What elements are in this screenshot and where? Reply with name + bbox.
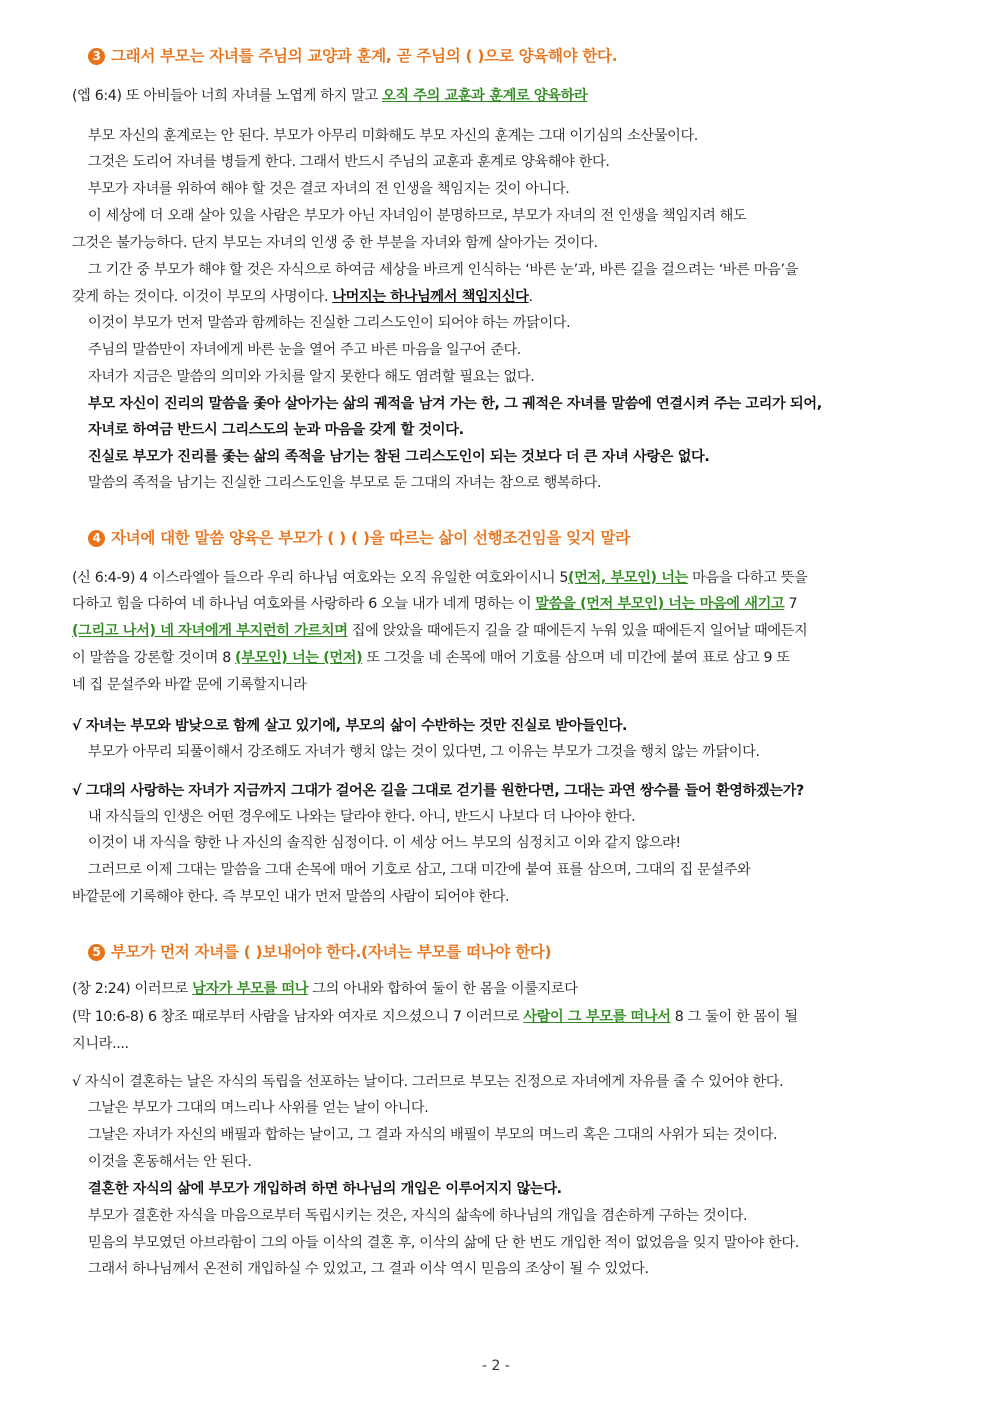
scripture-ref: (막 10:6-8) 6 창조 때로부터 사람을 남자와 여자로 지으셨으니 7 이러므로 사람이 그 부모를 떠나서 8 그 둘이 한 몸이 될 xyxy=(72,1009,798,1025)
scripture-ref: (창 2:24) 이러므로 남자가 부모를 떠나 그의 아내와 합하여 둘이 한 몸을 이룰지로다 xyxy=(72,981,578,997)
paragraph-line: 그 기간 중 부모가 해야 할 것은 자식으로 하여금 세상을 바르게 인식하는 ‘바른 눈’과, 바른 길을 걸으려는 ‘바른 마음’을 xyxy=(88,262,799,278)
number-badge: 3 xyxy=(88,48,105,65)
paragraph-line: 그러므로 이제 그대는 말씀을 그대 손목에 매어 기호로 삼고, 그대 미간에 붙여 표를 삼으며, 그대의 집 문설주와 xyxy=(88,862,751,878)
section-5-heading: 5 부모가 먼저 자녀를 ( )보내어야 한다.(자녀는 부모를 떠나야 한다) xyxy=(88,940,551,962)
scripture-ref: 이 말씀을 강론할 것이며 8 (부모인) 너는 (먼저) 또 그것을 네 손목에 매어 기호를 삼으며 네 미간에 붙여 표로 삼고 9 또 xyxy=(72,650,790,666)
page-number: - 2 - xyxy=(482,1358,510,1374)
paragraph-line: 이것이 부모가 먼저 말씀과 함께하는 진실한 그리스도인이 되어야 하는 까닭이다. xyxy=(88,315,571,331)
bold-paragraph-line: 자녀로 하여금 반드시 그리스도의 눈과 마음을 갖게 할 것이다. xyxy=(88,422,464,438)
scripture-ref: (엡 6:4) 또 아비들아 너희 자녀를 노엽게 하지 말고 오직 주의 교훈과 훈계로 양육하라 xyxy=(72,88,588,104)
bold-paragraph-line: 진실로 부모가 진리를 좇는 삶의 족적을 남기는 참된 그리스도인이 되는 것보다 더 큰 자녀 사랑은 없다. xyxy=(88,449,710,465)
number-badge: 5 xyxy=(88,944,105,961)
paragraph-line: 말씀의 족적을 남기는 진실한 그리스도인을 부모로 둔 그대의 자녀는 참으로 행복하다. xyxy=(88,475,602,491)
check-point: √ 그대의 사랑하는 자녀가 지금까지 그대가 걸어온 길을 그대로 걷기를 원한다면, 그대는 과연 쌍수를 들어 환영하겠는가? xyxy=(72,783,804,799)
paragraph-line: 부모 자신의 훈계로는 안 된다. 부모가 아무리 미화해도 부모 자신의 훈계는 그대 이기심의 소산물이다. xyxy=(88,128,698,144)
paragraph-line: 갖게 하는 것이다. 이것이 부모의 사명이다. 나머지는 하나님께서 책임지신다. xyxy=(72,289,533,305)
check-point: √ 자녀는 부모와 밤낮으로 함께 살고 있기에, 부모의 삶이 수반하는 것만 진실로 받아들인다. xyxy=(72,718,628,734)
paragraph-line: 부모가 결혼한 자식을 마음으로부터 독립시키는 것은, 자식의 삶속에 하나님의 개입을 겸손하게 구하는 것이다. xyxy=(88,1208,748,1224)
section-3-heading: 3 그래서 부모는 자녀를 주님의 교양과 훈계, 곧 주님의 ( )으로 양육해야 한다. xyxy=(88,44,617,66)
scripture-ref: 네 집 문설주와 바깥 문에 기록할지니라 xyxy=(72,677,307,693)
paragraph-line: 이것이 내 자식을 향한 나 자신의 솔직한 심정이다. 이 세상 어느 부모의 심정치고 이와 같지 않으랴! xyxy=(88,835,681,851)
paragraph-line: 주님의 말씀만이 자녀에게 바른 눈을 열어 주고 바른 마음을 일구어 준다. xyxy=(88,342,522,358)
paragraph-line: 내 자식들의 인생은 어떤 경우에도 나와는 달라야 한다. 아니, 반드시 나보다 더 나아야 한다. xyxy=(88,809,636,825)
bold-paragraph-line: 결혼한 자식의 삶에 부모가 개입하려 하면 하나님의 개입은 이루어지지 않는다. xyxy=(88,1181,562,1197)
paragraph-line: 그래서 하나님께서 온전히 개입하실 수 있었고, 그 결과 이삭 역시 믿음의 조상이 될 수 있었다. xyxy=(88,1261,649,1277)
paragraph-line: 부모가 자녀를 위하여 해야 할 것은 결코 자녀의 전 인생을 책임지는 것이 아니다. xyxy=(88,181,570,197)
paragraph-line: 이 세상에 더 오래 살아 있을 사람은 부모가 아닌 자녀임이 분명하므로, 부모가 자녀의 전 인생을 책임지려 해도 xyxy=(88,208,747,224)
paragraph-line: 그날은 부모가 그대의 며느리나 사위를 얻는 날이 아니다. xyxy=(88,1100,429,1116)
number-badge: 4 xyxy=(88,530,105,547)
paragraph-line: 믿음의 부모였던 아브라함이 그의 아들 이삭의 결혼 후, 이삭의 삶에 단 한 번도 개입한 적이 없었음을 잊지 말아야 한다. xyxy=(88,1235,799,1251)
paragraph-line: 그것은 불가능하다. 단지 부모는 자녀의 인생 중 한 부분을 자녀와 함께 살아가는 것이다. xyxy=(72,235,598,251)
paragraph-line: 바깥문에 기록해야 한다. 즉 부모인 내가 먼저 말씀의 사람이 되어야 한다. xyxy=(72,889,510,905)
paragraph-line: 이것을 혼동해서는 안 된다. xyxy=(88,1154,252,1170)
paragraph-line: 부모가 아무리 되풀이해서 강조해도 자녀가 행치 않는 것이 있다면, 그 이유는 부모가 그것을 행치 않는 까닭이다. xyxy=(88,744,760,760)
scripture-ref: 다하고 힘을 다하여 네 하나님 여호와를 사랑하라 6 오늘 내가 네게 명하는 이 말씀을 (먼저 부모인) 너는 마음에 새기고 7 xyxy=(72,596,798,612)
scripture-ref: 지니라.... xyxy=(72,1036,129,1052)
paragraph-line: 그것은 도리어 자녀를 병들게 한다. 그래서 반드시 주님의 교훈과 훈계로 양육해야 한다. xyxy=(88,154,610,170)
bold-paragraph-line: 부모 자신이 진리의 말씀을 좇아 살아가는 삶의 궤적을 남겨 가는 한, 그 궤적은 자녀를 말씀에 연결시켜 주는 고리가 되어, xyxy=(88,396,822,412)
section-4-heading: 4 자녀에 대한 말씀 양육은 부모가 ( ) ( )을 따르는 삶이 선행조건임을 잊지 말라 xyxy=(88,526,630,548)
scripture-ref: (그리고 나서) 네 자녀에게 부지런히 가르치며 집에 앉았을 때에든지 길을 갈 때에든지 누워 있을 때에든지 일어날 때에든지 xyxy=(72,623,808,639)
check-point: √ 자식이 결혼하는 날은 자식의 독립을 선포하는 날이다. 그러므로 부모는 진정으로 자녀에게 자유를 줄 수 있어야 한다. xyxy=(72,1074,784,1090)
paragraph-line: 그날은 자녀가 자신의 배필과 합하는 날이고, 그 결과 자식의 배필이 부모의 며느리 혹은 그대의 사위가 되는 것이다. xyxy=(88,1127,778,1143)
paragraph-line: 자녀가 지금은 말씀의 의미와 가치를 알지 못한다 해도 염려할 필요는 없다. xyxy=(88,369,535,385)
scripture-ref: (신 6:4-9) 4 이스라엘아 들으라 우리 하나님 여호와는 오직 유일한 여호와이시니 5(먼저, 부모인) 너는 마음을 다하고 뜻을 xyxy=(72,570,808,586)
